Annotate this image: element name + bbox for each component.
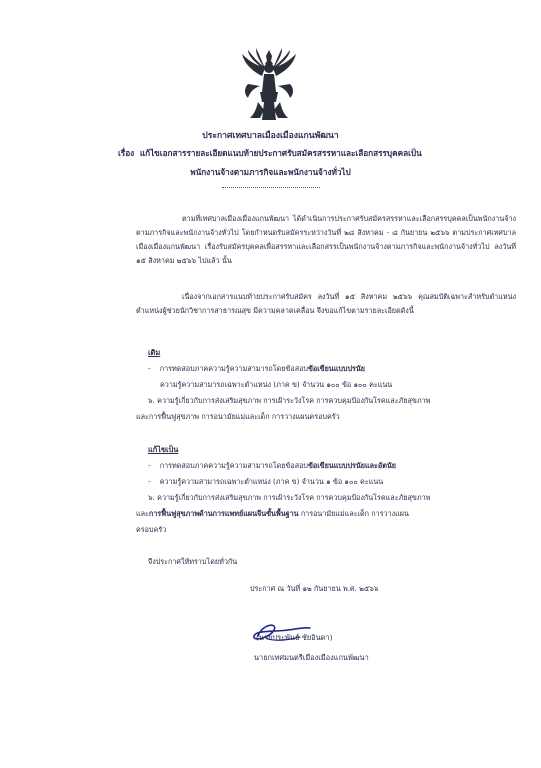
new-item-2-cont: และการฟื้นฟูสุขภาพด้านการแพทย์แผนจีนขั้นพื้นฐาน การอนามัยแม่และเด็ก การวางแผน: [136, 509, 409, 518]
garuda-emblem-icon: [240, 48, 298, 124]
old-item-2-cont: และการฟื้นฟูสุขภาพ การอนามัยแม่และเด็ก การวางแผนครอบครัว: [136, 412, 340, 421]
subject-text: แก้ไขเอกสารรายละเอียดแนบท้ายประกาศรับสมัครสรรหาและเลือกสรรบุคคลเป็น: [139, 148, 422, 158]
paragraph-reason: เนื่องจากเอกสารแนบท้ายประกาศรับสมัคร ลงวันที่ ๑๕ สิงหาคม ๒๕๖๖ คุณสมบัติเฉพาะสำหรับตำแหน่ง ตำแหน่งผู้ช่วยนักวิชาการสาธารณสุข มีความคลาดเคลื่อน จึงขอแก้ไขตามรายละเอียดดังนี้: [136, 292, 516, 315]
date-line: ประกาศ ณ วันที่ ๑๒ กันยายน พ.ศ. ๒๕๖๖: [250, 584, 379, 593]
new-section-label: แก้ไขเป็น: [148, 445, 179, 454]
document-title: ประกาศเทศบาลเมืองเมืองแกนพัฒนา: [202, 131, 339, 141]
new-item-1b: - ความรู้ความสามารถเฉพาะตำแหน่ง (ภาค ข) จำนวน ๑ ข้อ ๑๐๐ คะแนน: [148, 477, 384, 486]
subject-line: [118, 147, 422, 160]
old-item-2: ๖. ความรู้เกี่ยวกับการส่งเสริมสุขภาพ การเฝ้าระวังโรค การควบคุมป้องกันโรคและภัยสุขภาพ: [148, 396, 431, 405]
new-item-1: - การทดสอบภาคความรู้ความสามารถโดยข้อสอบข้อเขียนแบบปรนัยและอัตนัย: [148, 461, 397, 470]
subject-continuation: พนักงานจ้างตามภารกิจและพนักงานจ้างทั่วไป: [190, 167, 351, 177]
bullet-dash: -: [148, 461, 151, 470]
dotted-divider: [222, 187, 320, 188]
subject-label: เรื่อง: [118, 148, 135, 158]
signatory-name: (นายประพันธ์ ชัยอินดา): [256, 633, 333, 642]
old-section-label: เดิม: [148, 348, 161, 357]
bullet-dash: -: [148, 477, 151, 486]
closing-line: จึงประกาศให้ทราบโดยทั่วกัน: [148, 557, 238, 566]
signatory-position: นายกเทศมนตรีเมืองเมืองแกนพัฒนา: [254, 653, 369, 662]
new-item-2-cont2: ครอบครัว: [136, 525, 167, 534]
old-item-1-sub: ความรู้ความสามารถเฉพาะตำแหน่ง (ภาค ข) จำนวน ๑๐๐ ข้อ ๑๐๐ คะแนน: [160, 380, 393, 389]
old-item-1: - การทดสอบภาคความรู้ความสามารถโดยข้อสอบข้อเขียนแบบปรนัย: [148, 364, 366, 373]
paragraph-background: ตามที่เทศบาลเมืองเมืองแกนพัฒนา ได้ดำเนินการประกาศรับสมัครสรรหาและเลือกสรรบุคคลเป็นพนักงานจ้างตามภารกิจและพนักงานจ้างทั่วไป โดยกำหนดรับสมัครระหว่างวันที่ ๒๘ สิงหาคม - ๘ กันยายน ๒๕๖๖ ตามประกาศเทศบาลเมืองเมืองแกนพัฒนา เรื่องรับสมัครบุคคลเพื่อสรรหาและเลือกสรรเป็นพนักงานจ้างตามภารกิจและพนักงานจ้างทั่วไป ลงวันที่ ๑๕ สิงหาคม ๒๕๖๖ ไปแล้ว นั้น: [136, 214, 516, 265]
bullet-dash: -: [148, 364, 151, 373]
new-item-2: ๖. ความรู้เกี่ยวกับการส่งเสริมสุขภาพ การเฝ้าระวังโรค การควบคุมป้องกันโรคและภัยสุขภาพ: [148, 493, 431, 502]
